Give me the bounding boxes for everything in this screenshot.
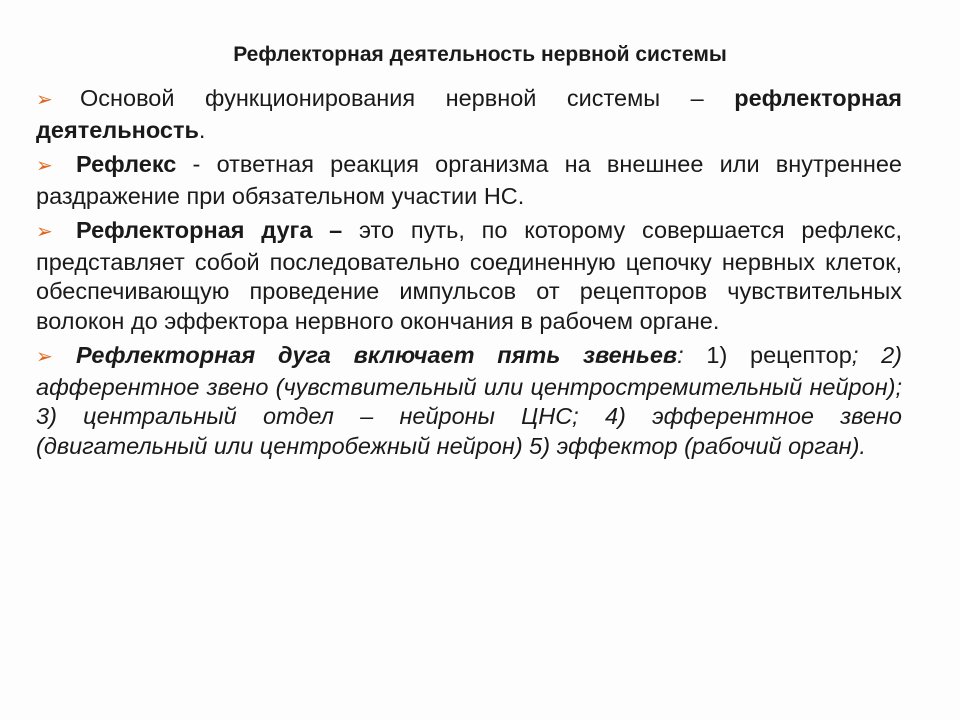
arrow-right-bullet-icon: ➢ — [36, 346, 53, 368]
arrow-right-bullet-icon: ➢ — [36, 89, 53, 111]
paragraph-reflex-arc-definition — [36, 216, 902, 336]
arrow-right-bullet-icon: ➢ — [36, 155, 53, 177]
paragraph-bold-term: Рефлекторная дуга – — [76, 217, 343, 243]
slide-content — [36, 84, 902, 466]
arrow-right-bullet-icon: ➢ — [36, 221, 53, 243]
paragraph-text: 1) рецептор — [683, 342, 852, 368]
paragraph-bold-italic-term: Рефлекторная дуга включает пять звеньев — [76, 342, 678, 368]
paragraph-nervous-system-basis — [36, 84, 902, 145]
paragraph-reflex-arc-links — [36, 341, 902, 461]
paragraph-text: . — [198, 116, 206, 143]
paragraph-italic-text: : — [677, 342, 684, 368]
paragraph-italic-text: ; 2) афферентное звено (чувствительный или центростремительный нейрон); 3) центральный отдел – нейроны ЦНС; 4) эфферентное звено (двигательный или центробежный нейрон) 5) эффектор (рабочий орган). — [36, 342, 902, 459]
paragraph-bold-term: рефлекторная деятельность — [36, 85, 902, 143]
paragraph-bold-term: Рефлекс — [76, 151, 177, 177]
paragraph-reflex-definition — [36, 150, 902, 211]
slide-title: Рефлекторная деятельность нервной системы — [233, 43, 727, 66]
paragraph-text: Основой функционирования нервной системы – — [80, 85, 735, 111]
paragraph-text: - ответная реакция организма на внешнее или внутреннее раздражение при обязательном участии НС. — [36, 151, 902, 209]
paragraph-text: это путь, по которому совершается рефлекс, представляет собой последовательно соединенную цепочку нервных клеток, обеспечивающую проведение импульсов от рецепторов чувствительных волокон до эффектора нервного окончания в рабочем органе. — [36, 217, 902, 334]
